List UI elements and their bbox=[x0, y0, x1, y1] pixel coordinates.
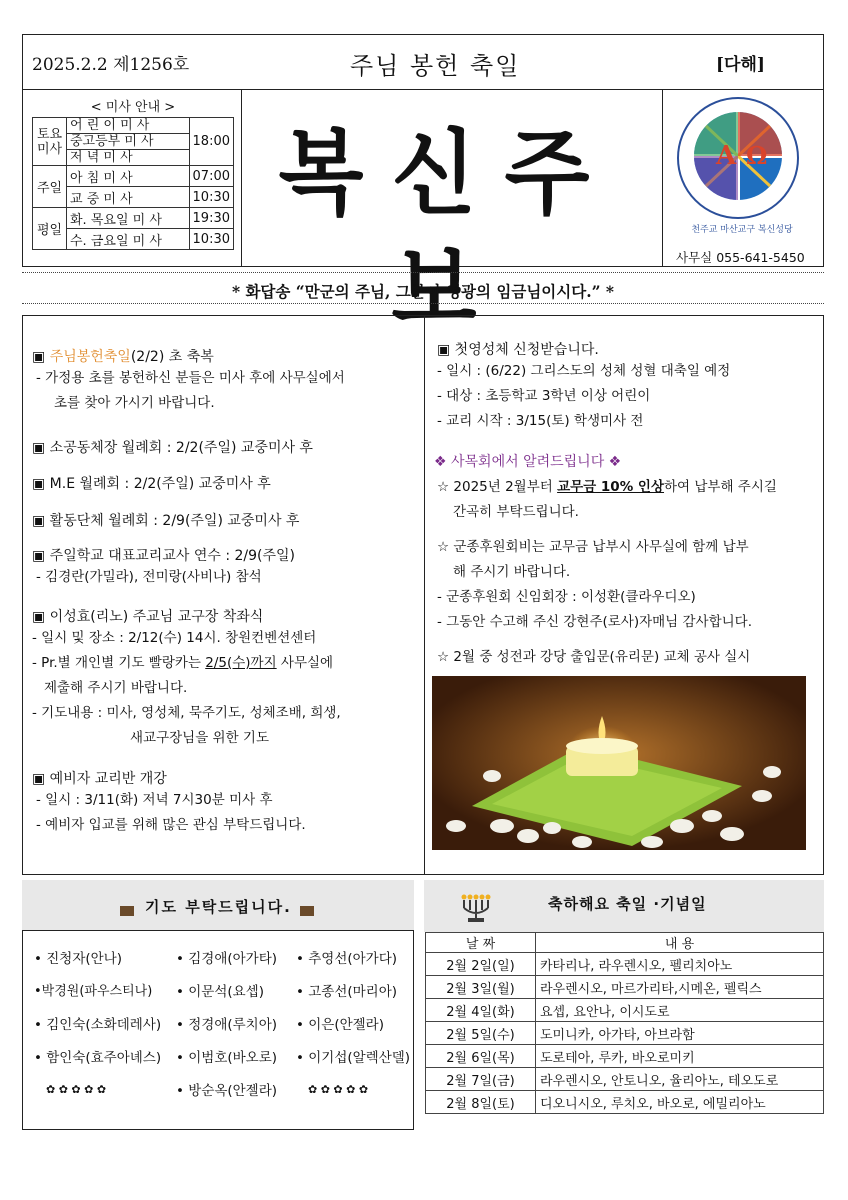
prayer-name: • 추영선(아가다) bbox=[296, 951, 398, 967]
feast-row bbox=[426, 1045, 824, 1068]
feast-saints: 요셉, 요안나, 이시도로 bbox=[536, 999, 824, 1022]
page-title: 주님 봉헌 축일 bbox=[350, 52, 521, 80]
notice-line: ☆ 2025년 2월부터 bbox=[437, 479, 558, 495]
prayer-name: • 김경애(아가타) bbox=[176, 951, 278, 967]
notice-heading: ▣ 이성효(리노) 주교님 교구장 착좌식 bbox=[32, 609, 264, 625]
notice-heading: ▣ 활동단체 월례회 : 2/9(주일) 교중미사 후 bbox=[32, 513, 300, 529]
prayer-heading: 기도 부탁드립니다. bbox=[145, 898, 292, 916]
feast-highlight: 주님봉헌축일 bbox=[49, 349, 131, 365]
prayer-name: • 이기섭(알렉산델) bbox=[296, 1050, 411, 1066]
notice-line: - 일시 : 3/11(화) 저녁 7시30분 미사 후 bbox=[36, 792, 273, 808]
notice-line: 제출해 주시기 바랍니다. bbox=[44, 680, 188, 696]
parish-logo-caption: 천주교 마산교구 복신성당 bbox=[691, 225, 793, 235]
notice-heading: ▣ 주일학교 대표교리교사 연수 : 2/9(주일) bbox=[32, 548, 295, 564]
feast-date: 2월 4일(화) bbox=[426, 999, 536, 1022]
feast-saints: 카타리나, 라우렌시오, 펠리치아노 bbox=[536, 953, 824, 976]
prayer-name: • 진청자(안나) bbox=[34, 951, 122, 967]
notice-line: 새교구장님을 위한 기도 bbox=[130, 730, 269, 746]
notice-line: ☆ 군종후원회비는 교무금 납부시 사무실에 함께 납부 bbox=[437, 539, 749, 555]
notice-line: - 일시 및 장소 : 2/12(수) 14시. 창원컨벤션센터 bbox=[32, 630, 317, 646]
feast-row bbox=[426, 976, 824, 999]
notice-heading: (2/2) 초 축복 bbox=[130, 349, 214, 365]
feast-date: 2월 7일(금) bbox=[426, 1068, 536, 1091]
feast-saints: 도미니카, 아가타, 아브라함 bbox=[536, 1022, 824, 1045]
feast-saints: 라우렌시오, 안토니오, 율리아노, 테오도로 bbox=[536, 1068, 824, 1091]
mass-schedule-heading: < 미사 안내 > bbox=[90, 100, 176, 115]
feast-row bbox=[426, 1091, 824, 1114]
prayer-name: • 이은(안젤라) bbox=[296, 1017, 384, 1033]
feast-table bbox=[425, 932, 824, 1114]
parish-emblem-icon bbox=[676, 96, 800, 220]
notice-line: - 대상 : 초등학교 3학년 이상 어린이 bbox=[437, 388, 651, 404]
notice-line: - 김경란(가밀라), 전미랑(사비나) 참석 bbox=[36, 569, 262, 585]
prayer-name: • 정경애(루치아) bbox=[176, 1017, 278, 1033]
mass-name: 아 침 미 사 bbox=[67, 166, 190, 187]
notice-line: - 기도내용 : 미사, 영성체, 묵주기도, 성체조배, 희생, bbox=[32, 705, 341, 721]
parish-logo bbox=[676, 96, 800, 220]
feast-date: 2월 3일(월) bbox=[426, 976, 536, 999]
prayer-name: • 고종선(마리아) bbox=[296, 984, 398, 1000]
notice-line: 하여 납부해 주시길 bbox=[664, 479, 777, 495]
day-saturday: 토요 미사 bbox=[33, 118, 67, 166]
prayer-name: ✿ ✿ ✿ ✿ ✿ bbox=[308, 1083, 369, 1096]
col-content: 내 용 bbox=[536, 933, 824, 953]
mass-name: 중고등부 미 사 bbox=[67, 134, 190, 150]
svg-text:A: A bbox=[716, 141, 737, 171]
mass-time: 19:30 bbox=[189, 208, 233, 229]
feast-date: 2월 2일(일) bbox=[426, 953, 536, 976]
notice-line: 간곡히 부탁드립니다. bbox=[453, 504, 579, 520]
feast-row bbox=[426, 999, 824, 1022]
mass-time: 10:30 bbox=[189, 187, 233, 208]
mass-name: 수. 금요일 미 사 bbox=[67, 229, 190, 250]
mass-time: 18:00 bbox=[189, 118, 233, 166]
mass-name: 저 녁 미 사 bbox=[67, 150, 190, 166]
feast-row bbox=[426, 1068, 824, 1091]
day-weekday: 평일 bbox=[33, 208, 67, 250]
prayer-name: • 이범호(바오로) bbox=[176, 1050, 278, 1066]
notice-line: - 그동안 수고해 주신 강현주(로사)자매님 감사합니다. bbox=[437, 614, 753, 630]
prayer-name: • 함인숙(효주아녜스) bbox=[34, 1050, 162, 1066]
mass-name: 교 중 미 사 bbox=[67, 187, 190, 208]
feast-date: 2월 5일(수) bbox=[426, 1022, 536, 1045]
feast-saints: 도로테아, 루카, 바오로미키 bbox=[536, 1045, 824, 1068]
candle-image-icon bbox=[432, 676, 806, 850]
feast-saints: 라우렌시오, 마르가리타,시메온, 펠릭스 bbox=[536, 976, 824, 999]
notice-heading: ▣ 첫영성체 신청받습니다. bbox=[437, 342, 599, 358]
notice-heading: ▣ 예비자 교리반 개강 bbox=[32, 771, 167, 787]
feast-row bbox=[426, 953, 824, 976]
notice-line: 초를 찾아 가시기 바랍니다. bbox=[54, 395, 215, 411]
candle-photo bbox=[432, 676, 806, 850]
feast-heading: 축하해요 축일 ·기념일 bbox=[548, 895, 707, 913]
notice-line: - Pr.별 개인별 기도 빨랑카는 bbox=[32, 655, 206, 671]
notice-heading: ▣ M.E 월례회 : 2/2(주일) 교중미사 후 bbox=[32, 476, 271, 492]
dues-increase: 교무금 10% 인상 bbox=[557, 479, 665, 495]
liturgical-cycle: [다해] bbox=[716, 55, 765, 75]
deadline-date: 2/5(수)까지 bbox=[205, 655, 277, 671]
prayer-name: •박경원(파우스티나) bbox=[34, 984, 153, 999]
office-phone: 사무실 055-641-5450 bbox=[676, 250, 805, 265]
notice-line: - 군종후원회 신임회장 : 이성환(클라우디오) bbox=[437, 589, 696, 605]
issue-number: 2025.2.2 제1256호 bbox=[32, 55, 190, 75]
notice-line: - 가정용 초를 봉헌하신 분들은 미사 후에 사무실에서 bbox=[36, 370, 345, 386]
notice-heading: ▣ 소공동체장 월례회 : 2/2(주일) 교중미사 후 bbox=[32, 440, 313, 456]
notice-line: - 교리 시작 : 3/15(토) 학생미사 전 bbox=[437, 413, 644, 429]
mass-time: 10:30 bbox=[189, 229, 233, 250]
mass-name: 어 린 이 미 사 bbox=[67, 118, 190, 134]
notice-candles: ▣ 주님봉헌축일(2/2) 초 축복 - 가정용 초를 봉헌하신 분들은 미사 후에 사무실에서 초를 찾아 가시기 바랍니다. bbox=[32, 346, 345, 416]
council-notice-heading: ❖ 사목회에서 알려드립니다 ❖ bbox=[434, 454, 622, 470]
prayer-name: • 방순옥(안젤라) bbox=[176, 1083, 278, 1099]
svg-text:Ω: Ω bbox=[746, 141, 768, 170]
notice-line: 해 주시기 바랍니다. bbox=[453, 564, 571, 580]
mass-schedule-table bbox=[32, 117, 234, 250]
mass-name: 화. 목요일 미 사 bbox=[67, 208, 190, 229]
notice-line: ☆ 2월 중 성전과 강당 출입문(유리문) 교체 공사 실시 bbox=[437, 649, 751, 665]
prayer-name: ✿ ✿ ✿ ✿ ✿ bbox=[46, 1083, 107, 1096]
feast-saints: 디오니시오, 루치오, 바오로, 에밀리아노 bbox=[536, 1091, 824, 1114]
mass-time: 07:00 bbox=[189, 166, 233, 187]
prayer-name: • 김인숙(소화데레사) bbox=[34, 1017, 162, 1033]
candelabra-icon bbox=[458, 888, 494, 928]
day-sunday: 주일 bbox=[33, 166, 67, 208]
feast-row bbox=[426, 1022, 824, 1045]
feast-date: 2월 6일(목) bbox=[426, 1045, 536, 1068]
responsorial-psalm: * 화답송 “만군의 주님, 그분이 영광의 임금님이시다.” * bbox=[231, 282, 615, 301]
feast-date: 2월 8일(토) bbox=[426, 1091, 536, 1114]
notice-line: - 일시 : (6/22) 그리스도의 성체 성혈 대축일 예정 bbox=[437, 363, 731, 379]
prayer-name: • 이문석(요셉) bbox=[176, 984, 264, 1000]
bulletin-name: 복신주보 bbox=[278, 118, 618, 344]
notice-line: - 예비자 입교를 위해 많은 관심 부탁드립니다. bbox=[36, 817, 306, 833]
col-date: 날 짜 bbox=[426, 933, 536, 953]
notice-line: 사무실에 bbox=[276, 655, 334, 671]
